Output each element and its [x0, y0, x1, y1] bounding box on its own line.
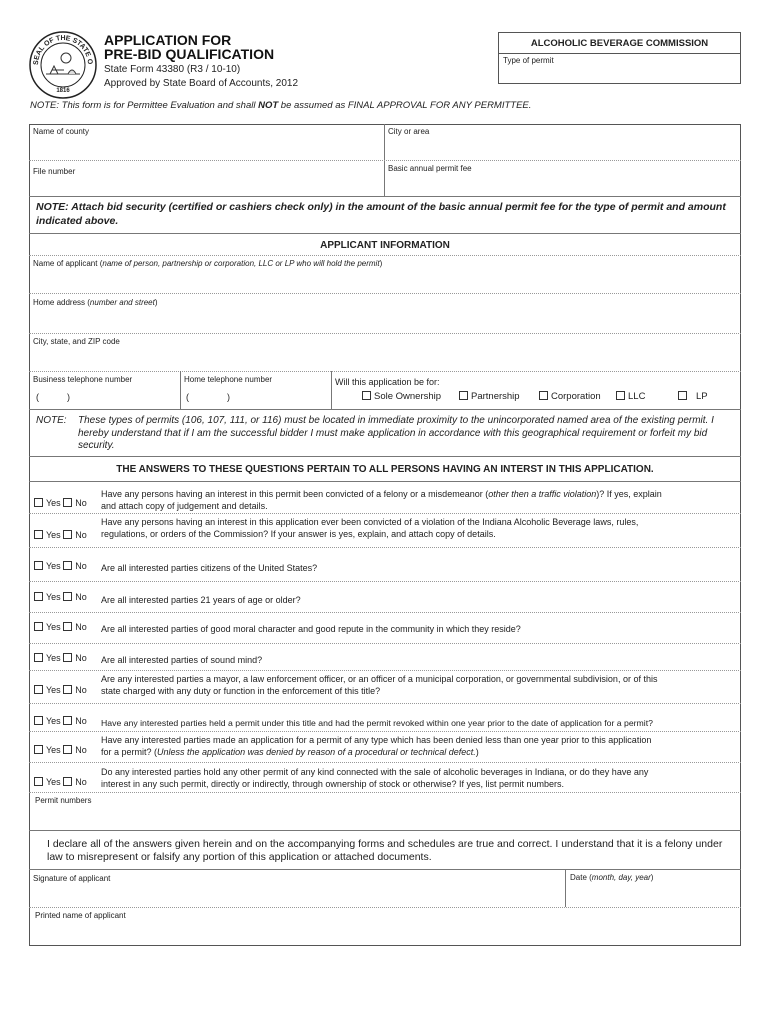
- section-divider: [29, 830, 741, 831]
- checkbox[interactable]: [539, 391, 548, 400]
- no-checkbox[interactable]: [63, 716, 72, 725]
- section-divider: [29, 869, 741, 870]
- question-1: Have any persons having an interest in this permit been convicted of a felony or a misdemeanor (other then a traffic violation)? If yes, explain and attach copy of judgement and details.: [101, 489, 662, 511]
- state-seal: [28, 30, 98, 100]
- row-divider: [29, 255, 741, 256]
- corporation-option[interactable]: Corporation: [539, 391, 601, 402]
- row-divider: [29, 160, 741, 161]
- row-divider: [29, 581, 741, 582]
- q1-yes-no[interactable]: Yes No: [34, 498, 87, 508]
- home-address-field[interactable]: [33, 310, 737, 332]
- partnership-option[interactable]: Partnership: [459, 391, 520, 402]
- row-divider: [29, 643, 741, 644]
- home-address-label: Home address (number and street): [33, 298, 158, 307]
- row-divider: [29, 731, 741, 732]
- commission-divider: [499, 53, 740, 54]
- yes-checkbox[interactable]: [34, 745, 43, 754]
- sole-ownership-option[interactable]: Sole Ownership: [362, 391, 441, 402]
- svg-text:SEAL OF THE STATE OF INDIANA: [28, 30, 93, 65]
- question-5: Are all interested parties of good moral character and good repute in the community in which they reside?: [101, 624, 521, 634]
- applicant-name-label: Name of applicant (name of person, partnership or corporation, LLC or LP who will hold the permit): [33, 259, 383, 268]
- q10-yes-no[interactable]: Yes No: [34, 777, 87, 787]
- annual-fee-field[interactable]: [388, 176, 738, 194]
- section-divider: [29, 456, 741, 457]
- lp-option[interactable]: LP: [678, 391, 708, 402]
- no-checkbox[interactable]: [63, 561, 72, 570]
- yes-checkbox[interactable]: [34, 530, 43, 539]
- business-phone-label: Business telephone number: [33, 375, 133, 384]
- commission-title: ALCOHOLIC BEVERAGE COMMISSION: [530, 38, 709, 49]
- checkbox[interactable]: [616, 391, 625, 400]
- section-divider: [29, 481, 741, 482]
- row-divider: [29, 547, 741, 548]
- question-6: Are all interested parties of sound mind?: [101, 655, 263, 665]
- question-4: Are all interested parties 21 years of age or older?: [101, 595, 301, 605]
- county-field[interactable]: [33, 138, 381, 158]
- no-checkbox[interactable]: [63, 622, 72, 631]
- form-number: State Form 43380 (R3 / 10-10): [104, 64, 241, 75]
- q7-yes-no[interactable]: Yes No: [34, 685, 87, 695]
- phone-divider: [180, 371, 181, 409]
- q3-yes-no[interactable]: Yes No: [34, 561, 87, 571]
- form-title-line2: PRE-BID QUALIFICATION: [104, 46, 275, 62]
- type-of-permit-label: Type of permit: [503, 56, 554, 65]
- yes-checkbox[interactable]: [34, 716, 43, 725]
- q2-yes-no[interactable]: Yes No: [34, 530, 87, 540]
- permit-numbers-label: Permit numbers: [35, 796, 92, 805]
- phone-divider: [331, 371, 332, 409]
- county-field-label: Name of county: [33, 127, 90, 136]
- bid-security-note: NOTE: Attach bid security (certified or cashiers check only) in the amount of the basic annual permit fee for the type of permit and amount indicated above.: [36, 201, 726, 227]
- checkbox[interactable]: [362, 391, 371, 400]
- form-title-line1: APPLICATION FOR: [104, 32, 232, 48]
- row-divider: [29, 762, 741, 763]
- home-phone-field[interactable]: ( ): [186, 392, 230, 402]
- file-number-field[interactable]: [33, 176, 381, 194]
- questions-section-title: THE ANSWERS TO THESE QUESTIONS PERTAIN TO ALL PERSONS HAVING AN INTERST IN THIS APPLICATION.: [116, 464, 654, 475]
- home-phone-label: Home telephone number: [184, 375, 273, 384]
- no-checkbox[interactable]: [63, 685, 72, 694]
- checkbox[interactable]: [459, 391, 468, 400]
- row-divider: [29, 293, 741, 294]
- applicant-section-title: APPLICANT INFORMATION: [320, 240, 450, 251]
- section-divider: [29, 196, 741, 197]
- no-checkbox[interactable]: [63, 530, 72, 539]
- date-label: Date (month, day, year): [570, 873, 654, 882]
- q4-yes-no[interactable]: Yes No: [34, 592, 87, 602]
- applicant-name-field[interactable]: [33, 270, 737, 292]
- seal-text: SEAL OF THE STATE O: [32, 34, 94, 66]
- yes-checkbox[interactable]: [34, 622, 43, 631]
- q6-yes-no[interactable]: Yes No: [34, 653, 87, 663]
- no-checkbox[interactable]: [63, 777, 72, 786]
- no-checkbox[interactable]: [63, 653, 72, 662]
- geographic-note: NOTE: These types of permits (106, 107, 111, or 116) must be located in immediate proximity to the unincorporated named area of the existing permit. I hereby understand that if I am the successful bidder I must make application in accordance with this geographical requirement or forfeit my bid security.: [36, 415, 714, 451]
- signature-field[interactable]: [33, 885, 561, 905]
- permit-numbers-field[interactable]: [33, 806, 737, 828]
- q8-yes-no[interactable]: Yes No: [34, 716, 87, 726]
- annual-fee-label: Basic annual permit fee: [388, 164, 472, 173]
- printed-name-label: Printed name of applicant: [35, 911, 126, 920]
- no-checkbox[interactable]: [63, 498, 72, 507]
- question-2: Have any persons having an interest in this application ever been convicted of a violation of the Indiana Alcoholic Beverage laws, rules, regulations, or orders of the Commission? If your answer is yes, explain, and attach copy of details.: [101, 517, 639, 539]
- city-state-zip-field[interactable]: [33, 348, 737, 370]
- question-3: Are all interested parties citizens of the United States?: [101, 563, 318, 573]
- checkbox[interactable]: [678, 391, 687, 400]
- no-checkbox[interactable]: [63, 592, 72, 601]
- row-divider: [29, 333, 741, 334]
- section-divider: [29, 233, 741, 234]
- question-9: Have any interested parties made an application for a permit of any type which has been denied less than one year prior to this application for a permit? (Unless the application was denied by reason of a procedural or technical defect.): [101, 735, 652, 757]
- signature-date-divider: [565, 869, 566, 907]
- question-7: Are any interested parties a mayor, a law enforcement officer, or an officer of a municipal corporation, or governmental subdivision, or of this state charged with any duty or function in the enforcement of this title?: [101, 674, 658, 696]
- q5-yes-no[interactable]: Yes No: [34, 622, 87, 632]
- evaluation-note: NOTE: This form is for Permittee Evaluation and shall NOT be assumed as FINAL APPROVAL FOR ANY PERMITTEE.: [30, 100, 532, 111]
- yes-checkbox[interactable]: [34, 777, 43, 786]
- question-8: Have any interested parties held a permit under this title and had the permit revoked within one year prior to the date of application for a permit?: [101, 718, 653, 728]
- llc-option[interactable]: LLC: [616, 391, 645, 402]
- row-divider: [29, 792, 741, 793]
- approval-line: Approved by State Board of Accounts, 2012: [104, 78, 299, 89]
- row-divider: [29, 371, 741, 372]
- signature-label: Signature of applicant: [33, 874, 111, 883]
- no-checkbox[interactable]: [63, 745, 72, 754]
- question-10: Do any interested parties hold any other permit of any kind connected with the sale of alcoholic beverages in Indiana, or do they have any interest in any such permit, directly or indirectly, through ownership of stock or otherwise? If yes, list permit numbers.: [101, 767, 649, 789]
- date-field[interactable]: [570, 885, 737, 905]
- row-divider: [29, 703, 741, 704]
- yes-checkbox[interactable]: [34, 498, 43, 507]
- file-number-label: File number: [33, 167, 76, 176]
- city-field-label: City or area: [388, 127, 430, 136]
- business-phone-field[interactable]: ( ): [36, 392, 70, 402]
- yes-checkbox[interactable]: [34, 592, 43, 601]
- row-divider: [29, 670, 741, 671]
- city-state-zip-label: City, state, and ZIP code: [33, 337, 120, 346]
- section-divider: [29, 409, 741, 410]
- yes-checkbox[interactable]: [34, 561, 43, 570]
- q9-yes-no[interactable]: Yes No: [34, 745, 87, 755]
- row-divider: [29, 907, 741, 908]
- declaration-text: I declare all of the answers given herein and on the accompanying forms and schedules are true and correct. I understand that it is a felony under law to misrepresent or falsify any portion of this application or attached documents.: [47, 838, 723, 863]
- printed-name-field[interactable]: [33, 922, 737, 942]
- seal-year: 1816: [56, 88, 70, 94]
- city-field[interactable]: [388, 138, 738, 158]
- commission-box: [498, 32, 741, 84]
- yes-checkbox[interactable]: [34, 653, 43, 662]
- entity-type-label: Will this application be for:: [335, 377, 440, 387]
- yes-checkbox[interactable]: [34, 685, 43, 694]
- row-divider: [29, 513, 741, 514]
- row-divider: [29, 612, 741, 613]
